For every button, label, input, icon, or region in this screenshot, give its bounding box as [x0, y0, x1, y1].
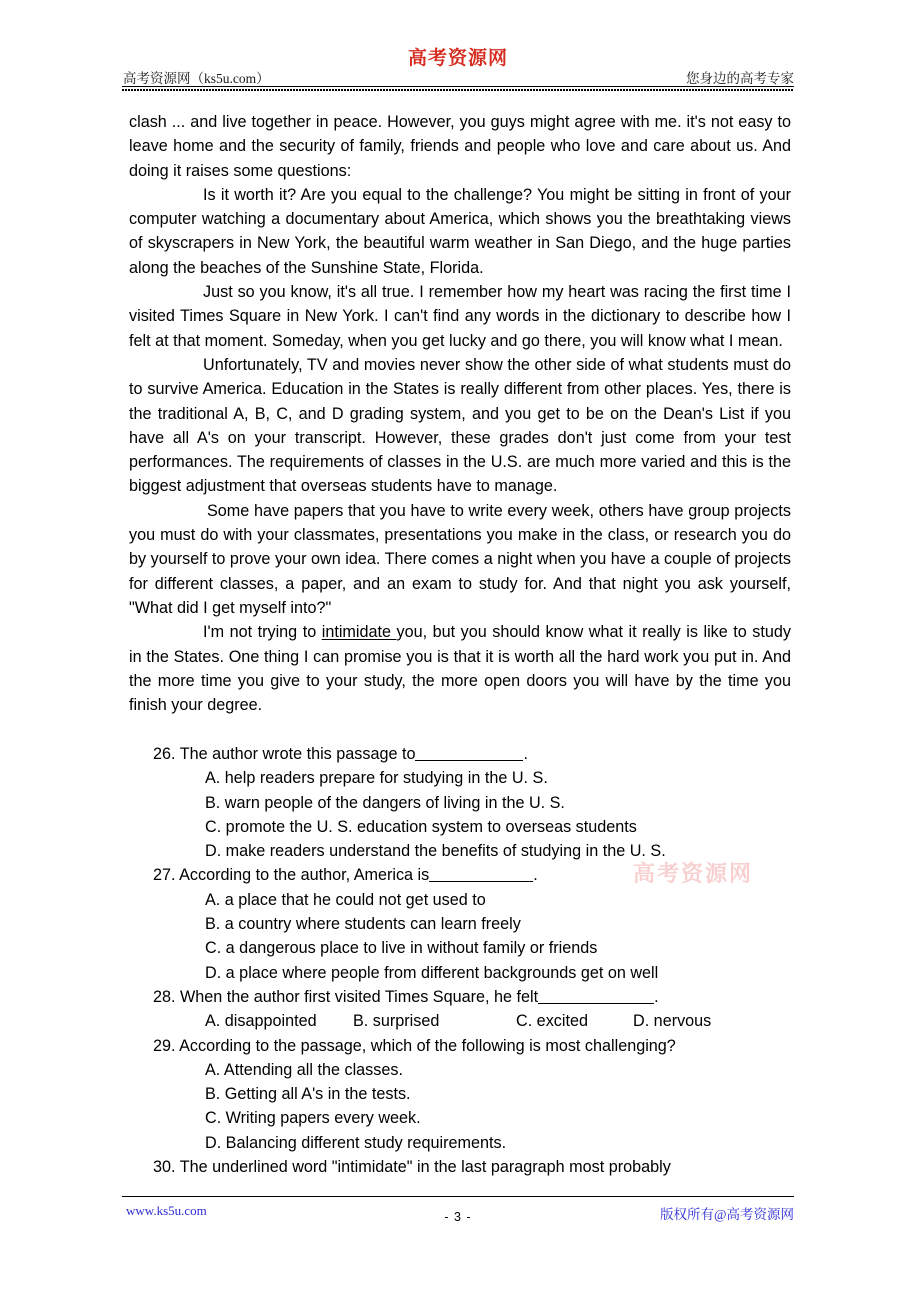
question-26-stem-end: . — [523, 745, 528, 763]
page-number: - 3 - — [444, 1210, 472, 1224]
question-28-option-d[interactable]: D. nervous — [633, 1012, 712, 1031]
question-29-option-a[interactable]: A. Attending all the classes. — [205, 1060, 403, 1079]
question-26-option-c[interactable]: C. promote the U. S. education system to overseas students — [205, 817, 637, 836]
passage-body — [129, 110, 791, 717]
question-29-stem: 29. According to the passage, which of the following is most challenging? — [153, 1036, 676, 1055]
question-26-blank[interactable] — [415, 746, 523, 761]
header-divider-line — [122, 86, 794, 87]
underlined-word-intimidate: intimidate — [321, 623, 397, 642]
question-27-option-b[interactable]: B. a country where students can learn freely — [205, 915, 521, 934]
passage-paragraph-1: clash ... and live together in peace. However, you guys might agree with me. it's not easy to leave home and the security of family, friends and people who love and care about us. And doing it raises some questions: — [129, 113, 791, 180]
question-27-option-d[interactable]: D. a place where people from different backgrounds get on well — [205, 963, 659, 982]
question-26-option-a[interactable]: A. help readers prepare for studying in the U. S. — [205, 769, 548, 788]
question-27-option-c[interactable]: C. a dangerous place to live in without family or friends — [205, 939, 598, 958]
question-28-blank[interactable] — [538, 989, 654, 1004]
header-left-text: 高考资源网（ks5u.com） — [123, 71, 270, 86]
page-footer — [122, 1203, 794, 1229]
question-28-stem-end: . — [654, 987, 659, 1006]
passage-paragraph-2: Is it worth it? Are you equal to the challenge? You might be sitting in front of your computer watching a documentary about America, which shows you the breathtaking views of skyscrapers in New York, the beautiful warm weather in San Diego, and the huge parties along the beaches of the Sunshine State, Florida. — [129, 185, 791, 277]
site-logo-text: 高考资源网 — [407, 48, 508, 69]
question-28-option-a[interactable]: A. disappointed — [205, 1012, 317, 1031]
header-right-text: 您身边的高考专家 — [686, 71, 794, 86]
question-28-option-c[interactable]: C. excited — [516, 1012, 588, 1031]
question-30-stem: 30. The underlined word "intimidate" in the last paragraph most probably — [153, 1158, 671, 1177]
passage-paragraph-6 — [129, 620, 791, 717]
question-28-stem-text: 28. When the author first visited Times Square, he felt — [153, 987, 539, 1006]
question-27-stem-end: . — [533, 866, 538, 885]
paragraph-6-rest: you, but you should know what it really is like to study in the States. One thing I can promise you is that it is worth all the hard work you put in. And the more time you give to your study, the more open doors you will have by the time you finish your degree. — [129, 623, 791, 715]
question-list — [129, 742, 791, 1179]
question-29-option-c[interactable]: C. Writing papers every week. — [205, 1109, 421, 1128]
question-26-option-d[interactable]: D. make readers understand the benefits of studying in the U. S. — [205, 842, 666, 861]
page-header — [122, 48, 794, 90]
passage-paragraph-3: Just so you know, it's all true. I remember how my heart was racing the first time I visited Times Square in New York. I can't find any words in the dictionary to describe how I felt at that moment. Someday, when you get lucky and go there, you will know what I mean. — [129, 283, 791, 350]
question-26-stem-text: 26. The author wrote this passage to — [153, 745, 416, 763]
question-27-option-a[interactable]: A. a place that he could not get used to — [205, 890, 486, 909]
footer-divider-line — [122, 1196, 794, 1197]
question-28-option-b[interactable]: B. surprised — [353, 1012, 440, 1031]
faint-watermark: 高考资源网 — [633, 861, 754, 886]
header-divider-dotted — [122, 89, 794, 91]
footer-copyright: 版权所有@高考资源网 — [660, 1207, 794, 1222]
question-27-stem — [129, 863, 791, 887]
question-29-option-b[interactable]: B. Getting all A's in the tests. — [205, 1085, 411, 1104]
passage-paragraph-4: Unfortunately, TV and movies never show the other side of what students must do to survive America. Education in the States is really different from other places. Yes, there is the traditional A, B, C, and D grading system, and you get to be on the Dean's List if you have all A's on your transcript. However, these grades don't just come from your test performances. The requirements of classes in the U.S. are much more varied and this is the biggest adjustment that overseas students have to manage. — [129, 355, 791, 496]
question-26-option-b[interactable]: B. warn people of the dangers of living in the U. S. — [205, 793, 565, 812]
paragraph-6-lead: I'm not trying to — [203, 623, 322, 642]
question-26-stem — [129, 742, 791, 766]
footer-site-url[interactable]: www.ks5u.com — [126, 1203, 207, 1218]
question-27-stem-text: 27. According to the author, America is — [153, 866, 430, 885]
question-27-blank[interactable] — [429, 867, 533, 882]
question-29-option-d[interactable]: D. Balancing different study requirements. — [205, 1133, 507, 1152]
passage-paragraph-5: Some have papers that you have to write every week, others have group projects you must do with your classmates, presentations you make in the class, or research you do by yourself to prove your own idea. There comes a night when you have a couple of projects for different classes, a paper, and an exam to study for. And that night you ask yourself, "What did I get myself into?" — [129, 501, 791, 617]
question-28-stem — [129, 985, 791, 1009]
question-28-options-row — [129, 1009, 791, 1033]
